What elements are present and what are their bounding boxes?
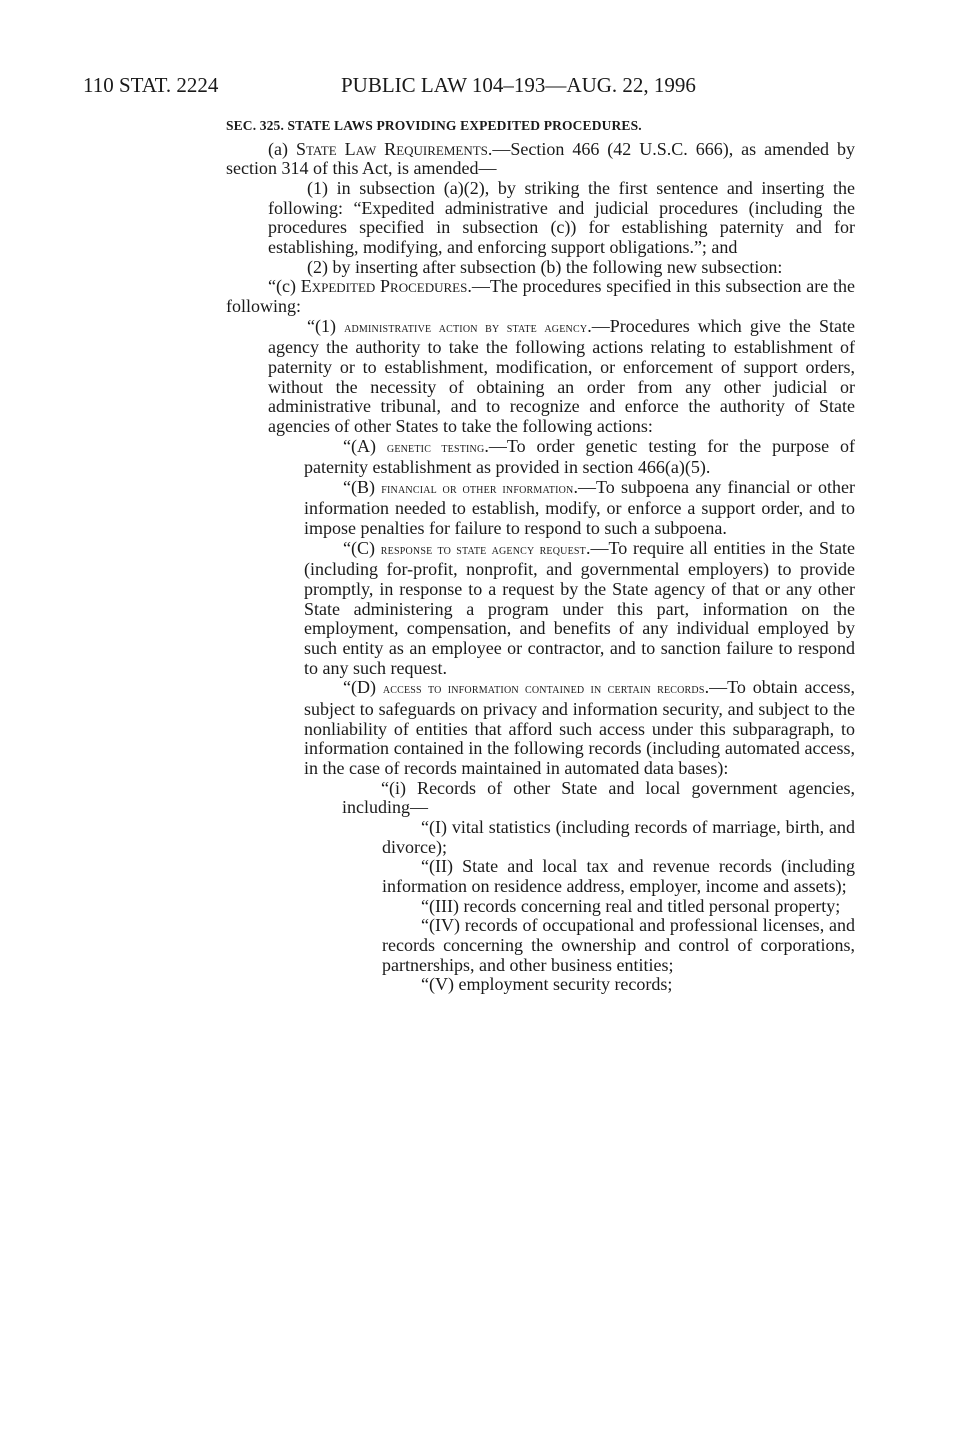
subclause-iii: “(III) records concerning real and titled personal property; [421, 895, 841, 916]
subsection-c [226, 277, 855, 316]
clause-i: “(i) Records of other State and local government agencies, including— [342, 777, 855, 818]
subclause-ii: “(II) State and local tax and revenue records (including information on residence address, employer, income and assets); [382, 856, 855, 896]
subparagraph-b-caption: financial or other information [381, 480, 574, 497]
subparagraph-c-text: .—To require all entities in the State (including for-profit, nonprofit, and governmental employers) to provide promptly, in response to a request by the State agency of that or any other State administering a program under this part, information on the employment, compensation, and benefits of any individual employed by such entity as an employee or contractor, and to sanction failure to respond to any such request. [304, 537, 855, 678]
subparagraph-c-caption: response to state agency request [380, 541, 586, 558]
subparagraph-a-prefix: “(A) [343, 435, 387, 456]
paragraph-1-text: .—Procedures which give the State agency the authority to take the following actions relating to establishment of paternity or to establishment, modification, or enforcement of support orders, without the necessity of obtaining an order from any other judicial or administrative tribunal, and to recognize and enforce the authority of State agencies of other States to take the following actions: [268, 315, 855, 436]
subsection-c-text: .—The procedures specified in this subsection are the following: [226, 276, 856, 316]
subclause-iv: “(IV) records of occupational and professional licenses, and records concerning the ownership and control of corporations, partnerships, and other business entities; [382, 915, 855, 975]
subparagraph-d-text: .—To obtain access, subject to safeguards on privacy and information security, and subject to the nonliability of entities that afford such access under this subparagraph, to information contained in the following records (including automated access, in the case of records maintained in automated data bases): [304, 677, 855, 778]
public-law-citation: PUBLIC LAW 104–193—AUG. 22, 1996 [341, 73, 696, 97]
subparagraph-b-text: .—To subpoena any financial or other information needed to establish, modify, or enforce a support order, and to impose penalties for failure to respond to such a subpoena. [304, 476, 856, 539]
statute-page-number: 110 STAT. 2224 [83, 73, 219, 97]
subparagraph-d-caption: access to information contained in certain records [382, 681, 705, 698]
subparagraph-c-prefix: “(C) [343, 537, 381, 558]
subparagraph-a [226, 437, 855, 478]
subsection-a-prefix: (a) [268, 138, 296, 159]
section-heading: SEC. 325. STATE LAWS PROVIDING EXPEDITED PROCEDURES. [226, 118, 642, 133]
paragraph-1-caption: administrative action by state agency [344, 319, 588, 336]
subparagraph-d [226, 678, 855, 778]
subsection-c-caption: Expedited Procedures [300, 276, 468, 297]
paragraph-1 [226, 317, 855, 437]
subparagraph-c [226, 539, 855, 679]
subparagraph-d-prefix: “(D) [343, 677, 383, 698]
paragraph-1-prefix: “(1) [307, 315, 345, 336]
subsection-a [226, 140, 855, 179]
subparagraph-a-caption: genetic testing [386, 439, 485, 456]
subparagraph-b-prefix: “(B) [343, 476, 382, 497]
subsection-c-prefix: “(c) [268, 276, 301, 297]
subsection-a-text: .—Section 466 (42 U.S.C. 666), as amended by section 314 of this Act, is amended— [226, 138, 856, 179]
amendment-1: (1) in subsection (a)(2), by striking the first sentence and inserting the following: “Expedited administrative and judicial procedures (including the procedures specified in subsection (c)) for establishing paternity and for establishing, modifying, and enforcing support obligations.”; and [268, 177, 855, 257]
subparagraph-b [226, 478, 855, 539]
subparagraph-a-text: .—To order genetic testing for the purpose of paternity establishment as provided in section 466(a)(5). [304, 435, 855, 478]
subsection-a-caption: State Law Requirements [295, 138, 488, 159]
subclause-v: “(V) employment security records; [421, 974, 673, 995]
page-header [83, 70, 763, 100]
subclause-i: “(I) vital statistics (including records of marriage, birth, and divorce); [382, 816, 855, 857]
amendment-2: (2) by inserting after subsection (b) the following new subsection: [307, 256, 783, 277]
document-body [226, 116, 855, 995]
